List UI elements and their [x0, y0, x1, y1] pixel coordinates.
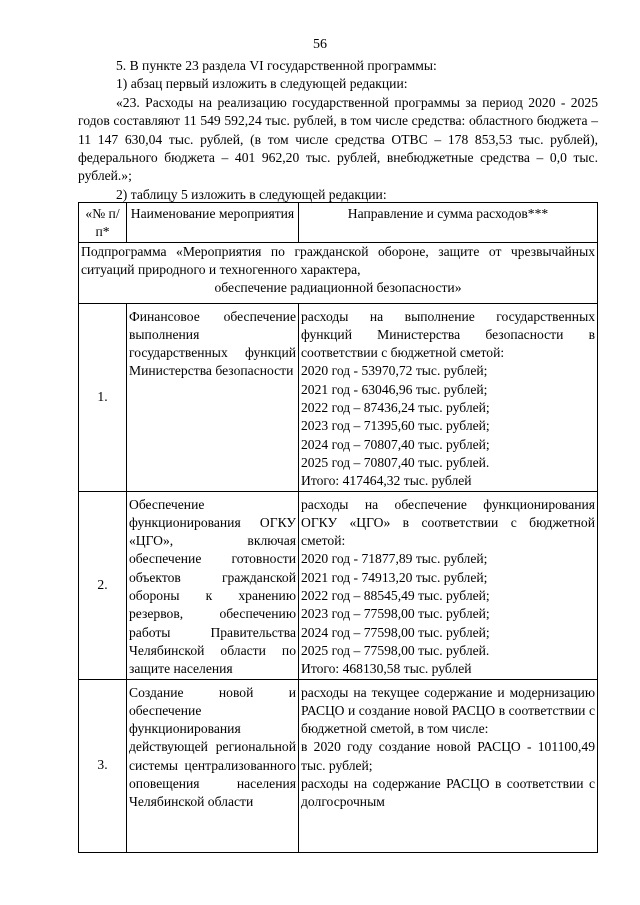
direction-item: 2021 год - 63046,96 тыс. рублей;: [301, 381, 488, 397]
direction-intro: расходы на текущее содержание и модернизацию РАСЦО и создание новой РАСЦО в соответствии с бюджетной сметой, в том числе:: [301, 684, 595, 737]
direction-total: Итого: 417464,32 тыс. рублей: [301, 473, 472, 489]
header-direction: Направление и сумма расходов***: [299, 203, 598, 243]
subprogram-row: [79, 242, 598, 303]
direction-intro: расходы на обеспечение функционирования ОГКУ «ЦГО» в соответствии с бюджетной сметой:: [301, 496, 595, 549]
row-name: Создание новой и обеспечение функционирования действующей региональной системы централизованного оповещения населения Челябинской области: [127, 679, 299, 852]
intro-line-2: 1) абзац первый изложить в следующей редакции:: [116, 76, 408, 92]
direction-item: в 2020 году создание новой РАСЦО - 101100,49 тыс. рублей;: [301, 739, 595, 773]
direction-item: 2023 год – 77598,00 тыс. рублей;: [301, 606, 490, 622]
direction-total: Итого: 468130,58 тыс. рублей: [301, 661, 472, 677]
subprogram-title-end: обеспечение радиационной безопасности»: [214, 280, 462, 296]
direction-item: 2022 год – 88545,49 тыс. рублей;: [301, 588, 490, 604]
direction-item: 2024 год – 70807,40 тыс. рублей;: [301, 436, 490, 452]
row-direction: [299, 491, 598, 679]
direction-item: 2022 год – 87436,24 тыс. рублей;: [301, 400, 490, 416]
table-row: [79, 679, 598, 852]
expenses-table: [78, 202, 598, 853]
direction-item: 2020 год - 53970,72 тыс. рублей;: [301, 363, 488, 379]
table-header-row: [79, 203, 598, 243]
direction-item: 2020 год - 71877,89 тыс. рублей;: [301, 551, 488, 567]
table-row: [79, 491, 598, 679]
intro-line-3: 2) таблицу 5 изложить в следующей редакции:: [116, 186, 387, 202]
intro-paragraph: «23. Расходы на реализацию государственной программы за период 2020 - 2025 годов составляют 11 549 592,24 тыс. рублей, в том числе средства: областного бюджета – 11 147 630,04 тыс. рублей, (в том числе средства ОТВС – 178 853,53 тыс. рублей), федерального бюджета – 401 962,20 тыс. рублей, внебюджетные средства – 0,0 тыс. рублей.»;: [78, 94, 598, 184]
row-name: Финансовое обеспечение выполнения государственных функций Министерства безопасности: [127, 303, 299, 491]
page-number: 56: [313, 37, 327, 52]
row-number: 2.: [79, 491, 127, 679]
row-direction: [299, 679, 598, 852]
direction-item: 2025 год – 70807,40 тыс. рублей.: [301, 454, 490, 470]
direction-item: 2021 год - 74913,20 тыс. рублей;: [301, 569, 488, 585]
subprogram-title: Подпрограмма «Мероприятия по гражданской обороне, защите от чрезвычайных ситуаций природного и техногенного характера,: [81, 243, 595, 277]
direction-item: 2025 год – 77598,00 тыс. рублей.: [301, 642, 490, 658]
direction-item: расходы на содержание РАСЦО в соответствии с долгосрочным: [301, 776, 595, 810]
intro-line-1: 5. В пункте 23 раздела VI государственной программы:: [116, 58, 437, 73]
header-name: Наименование мероприятия: [127, 203, 299, 243]
intro-section: [78, 57, 598, 204]
row-number: 1.: [79, 303, 127, 491]
direction-item: 2023 год – 71395,60 тыс. рублей;: [301, 418, 490, 434]
row-name: Обеспечение функционирования ОГКУ «ЦГО», включая обеспечение готовности объектов гражданской обороны к хранению резервов, обеспечению работы Правительства Челябинской области по защите населения: [127, 491, 299, 679]
header-num: «№ п/п*: [79, 203, 127, 243]
row-direction: [299, 303, 598, 491]
direction-intro: расходы на выполнение государственных функций Министерства безопасности в соответствии с бюджетной сметой:: [301, 308, 595, 361]
direction-item: 2024 год – 77598,00 тыс. рублей;: [301, 624, 490, 640]
row-number: 3.: [79, 679, 127, 852]
table-row: [79, 303, 598, 491]
